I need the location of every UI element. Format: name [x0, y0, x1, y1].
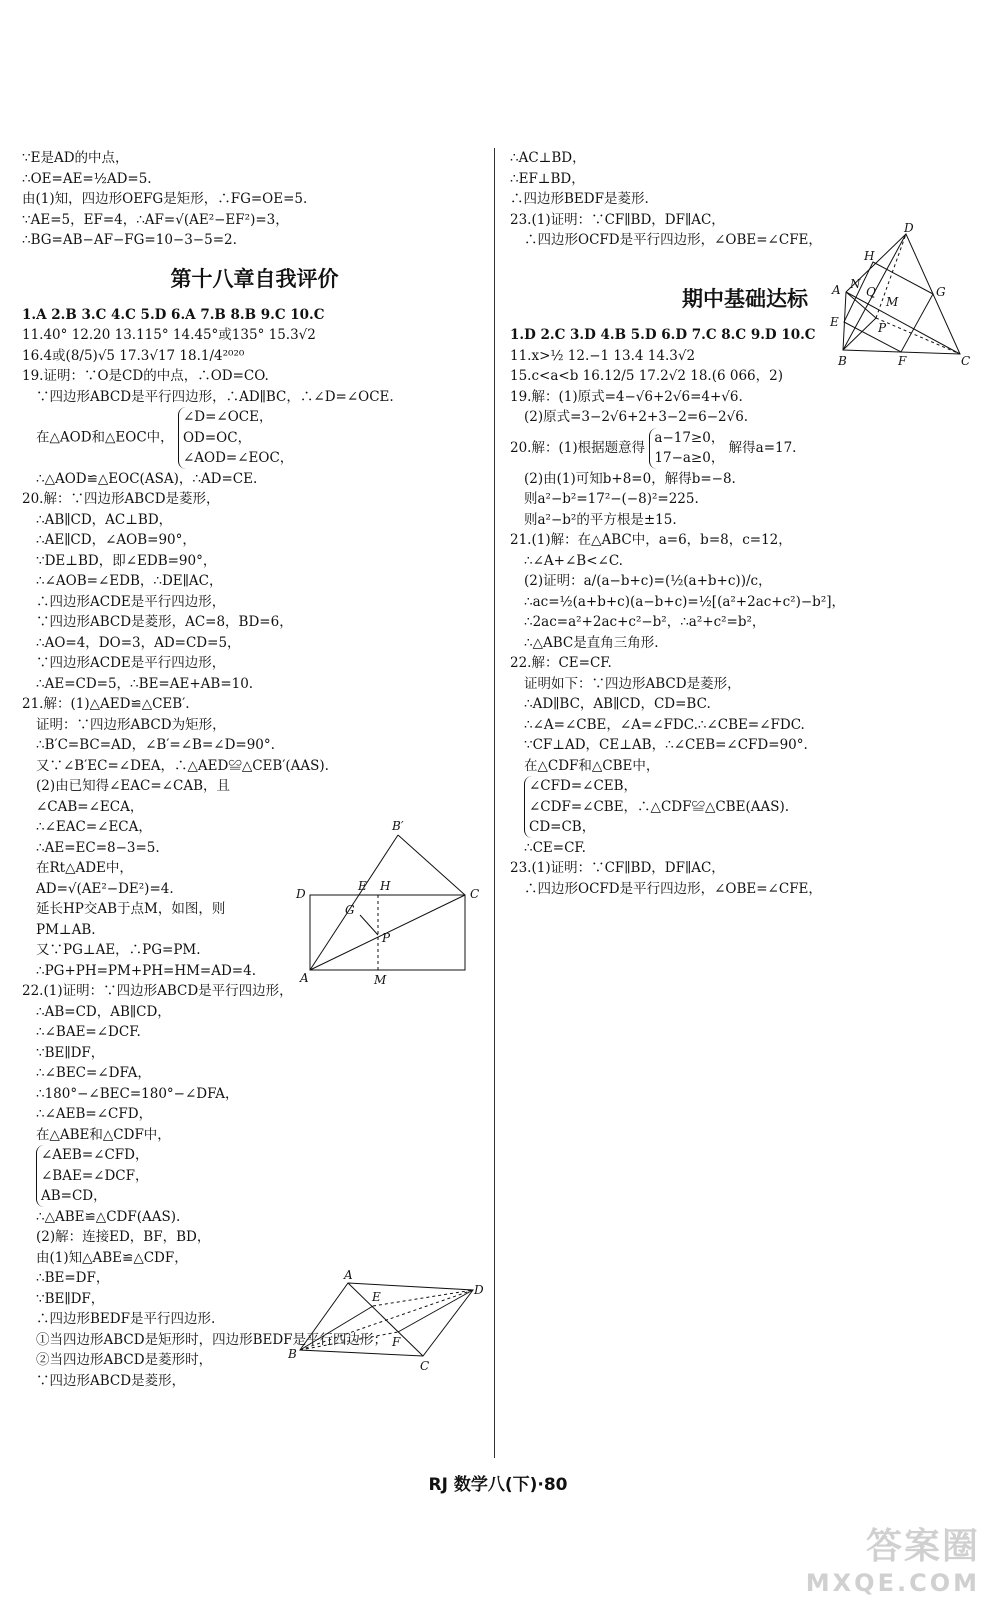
label: P: [878, 321, 887, 335]
line-pc: [876, 318, 960, 354]
answer-line: 1.D 2.C 3.D 4.B 5.D 6.D 7.C 8.C 9.D 10.C: [510, 327, 816, 343]
text-line: ∴AB=CD，AB∥CD，: [36, 1003, 171, 1020]
text-line: ∴四边形BEDF是平行四边形.: [36, 1311, 216, 1327]
text-line: ∴∠A=∠CBE，∠A=∠FDC.∴∠CBE=∠FDC.: [524, 716, 805, 733]
text-line: ∴ac=½(a+b+c)(a−b+c)=½[(a²+2ac+c²)−b²]，: [524, 593, 845, 610]
text-line: 在△AOD和△EOC中，: [36, 429, 174, 446]
label: C: [470, 887, 480, 901]
diagonal-ac: [348, 1283, 423, 1356]
text-line: ∴四边形OCFD是平行四边形，∠OBE=∠CFE，: [524, 232, 822, 248]
text-line: ∴AB∥CD，AC⊥BD，: [36, 511, 173, 528]
label: H: [864, 249, 875, 263]
text-line: ∵BE∥DF，: [36, 1044, 105, 1061]
text-line: ∴∠BAE=∠DCF.: [36, 1024, 141, 1040]
equation-system: [524, 776, 789, 838]
figure-q22: [288, 1268, 488, 1378]
text-line: ∴EF⊥BD，: [510, 170, 585, 187]
label: B: [838, 354, 847, 368]
text-line: 则a²−b²的平方根是±15.: [524, 511, 677, 528]
text-line: ∴△ABC是直角三角形.: [524, 634, 659, 651]
text-line: ∴AE∥CD，∠AOB=90°，: [36, 532, 196, 548]
label: F: [898, 354, 907, 368]
text-line: ∴BE=DF，: [36, 1270, 110, 1286]
text-line: 证明：∵四边形ABCD为矩形，: [36, 716, 226, 733]
answer-line: 16.4或(8/5)√5 17.3√17 18.1/4²⁰²⁰: [22, 347, 245, 364]
label: Q: [866, 285, 876, 299]
text-line: 则a²−b²=17²−(−8)²=225.: [524, 491, 699, 507]
text-line: ∴AD∥BC，AB∥CD，CD=BC.: [524, 696, 711, 712]
text-line: AD=√(AE²−DE²)=4.: [36, 880, 174, 897]
text-line: ∴∠EAC=∠ECA，: [36, 819, 152, 835]
text-line: 17−a≥0，: [654, 450, 725, 466]
text-line: PM⊥AB.: [36, 921, 96, 938]
label: D: [474, 1283, 484, 1297]
system-block: [510, 428, 980, 469]
text-line: 延长HP交AB于点M，如图，则: [36, 901, 226, 917]
text-line: 21.(1)解：在△ABC中，a=6，b=8，c=12，: [510, 532, 792, 548]
text-line: (2)由(1)可知b+8=0，解得b=−8.: [524, 470, 736, 487]
text-line: OD=OC，: [182, 429, 252, 446]
chapter-title: 第十八章自我评价: [170, 266, 339, 291]
equation-system: [649, 428, 724, 469]
watermark-line: 答案圈: [865, 1526, 980, 1567]
watermark: [806, 1518, 980, 1597]
text-line: ∴△AOD≌△EOC(ASA)，∴AD=CE.: [36, 470, 258, 487]
text-line: 23.(1)证明：∵CF∥BD，DF∥AC，: [510, 211, 725, 228]
text-line: 由(1)知△ABE≌△CDF，: [36, 1249, 188, 1266]
label: P: [382, 931, 391, 945]
label: C: [420, 1359, 430, 1373]
text-line: 22.(1)证明：∵四边形ABCD是平行四边形，: [22, 983, 293, 999]
answer-line: 11.x>½ 12.−1 13.4 14.3√2: [510, 347, 696, 364]
text-line: ∴AE=CD=5，∴BE=AE+AB=10.: [36, 675, 254, 692]
left-column: [22, 148, 487, 1391]
text-line: ∵AE=5，EF=4，∴AF=√(AE²−EF²)=3，: [22, 211, 289, 228]
label: G: [345, 903, 355, 917]
text-line: ∴AE=EC=8−3=5.: [36, 839, 160, 856]
label: D: [296, 887, 306, 901]
text-line: a−17≥0，: [654, 429, 725, 446]
label: B′: [392, 819, 404, 833]
text-line: (2)证明：a/(a−b+c)=(½(a+b+c))/c，: [524, 573, 772, 589]
text-line: ∴∠BEC=∠DFA，: [36, 1065, 151, 1081]
text-line: ∴PG+PH=PM+PH=HM=AD=4.: [36, 962, 256, 979]
text-line: ∠CFD=∠CEB，: [529, 778, 638, 794]
text-line: ∠AOD=∠EOC，: [182, 450, 294, 466]
text-line: ①当四边形ABCD是矩形时，四边形BEDF是平行四边形；: [36, 1331, 388, 1348]
watermark-line: MXQE.COM: [805, 1569, 980, 1597]
text-line: 19.证明：∵O是CD的中点，∴OD=CO.: [22, 368, 269, 384]
text-line: 在△ABE和△CDF中，: [36, 1126, 171, 1143]
system-block: [22, 407, 487, 469]
text-line: 21.解：(1)△AED≌△CEB′.: [22, 696, 190, 712]
text-line: (2)原式=3−2√6+2+3−2=6−2√6.: [524, 409, 749, 425]
text-line: ∴△ABE≌△CDF(AAS).: [36, 1208, 181, 1225]
answer-line: 11.40° 12.20 13.115° 14.45°或135° 15.3√2: [22, 327, 316, 343]
answer-line: 1.A 2.B 3.C 4.C 5.D 6.A 7.B 8.B 9.C 10.C: [22, 306, 325, 323]
text-line: ∴四边形BEDF是菱形.: [510, 191, 649, 207]
label: A: [344, 1268, 353, 1282]
text-line: 19.解：(1)原式=4−√6+2√6=4+√6.: [510, 388, 743, 405]
text-line: ∵CF⊥AD，CE⊥AB，∴∠CEB=∠CFD=90°.: [524, 737, 808, 753]
label: B: [288, 1347, 297, 1361]
label: E: [358, 879, 367, 893]
column-divider: [494, 148, 495, 1458]
label: A: [832, 283, 841, 297]
text-line: CD=CB，: [529, 819, 596, 835]
figure-q23: [828, 222, 978, 370]
text-line: ∴AO=4，DO=3，AD=CD=5，: [36, 634, 241, 651]
text-line: ∴OE=AE=½AD=5.: [22, 170, 152, 187]
answer-line: 15.c<a<b 16.12/5 17.2√2 18.(6 066，2): [510, 368, 783, 384]
label: N: [850, 277, 861, 291]
text-line: ∵四边形ABCD是平行四边形，∴AD∥BC，∴∠D=∠OCE.: [36, 388, 394, 405]
label: A: [300, 971, 309, 985]
figure-q21: [290, 800, 490, 990]
label: F: [392, 1335, 401, 1349]
text-line: 又∵PG⊥AE，∴PG=PM.: [36, 942, 201, 958]
system-block: [510, 776, 980, 838]
label: C: [961, 354, 971, 368]
text-line: ∴∠AEB=∠CFD，: [36, 1106, 153, 1122]
text-line: ∠CDF=∠CBE，∴△CDF≌△CBE(AAS).: [529, 798, 790, 815]
text-line: 在Rt△ADE中，: [36, 860, 133, 876]
page-footer: RJ 数学八(下)·80: [428, 1475, 568, 1495]
text-line: 20.解：(1)根据题意得: [510, 439, 646, 456]
label: H: [380, 879, 391, 893]
text-line: ∵DE⊥BD，即∠EDB=90°，: [36, 552, 217, 569]
equation-system: [36, 1145, 148, 1207]
line-df: [398, 1290, 473, 1332]
text-line: ∵四边形ABCD是菱形，AC=8，BD=6，: [36, 614, 293, 630]
line-b-prime-c: [398, 835, 465, 895]
label: M: [374, 973, 387, 987]
text-line: 23.(1)证明：∵CF∥BD，DF∥AC，: [510, 860, 725, 876]
system-block: [22, 1145, 487, 1207]
text-line: 20.解：∵四边形ABCD是菱形，: [22, 491, 220, 507]
text-line: 解得a=17.: [728, 439, 797, 456]
text-line: ∴∠A+∠B<∠C.: [524, 552, 623, 569]
text-line: ∴∠AOB=∠EDB，∴DE∥AC，: [36, 573, 223, 589]
text-line: 由(1)知，四边形OEFG是矩形，∴FG=OE=5.: [22, 191, 308, 207]
label: D: [904, 222, 914, 235]
line-bd: [300, 1290, 473, 1350]
text-line: ∴BG=AB−AF−FG=10−3−5=2.: [22, 232, 237, 248]
text-line: 证明如下：∵四边形ABCD是菱形，: [524, 675, 741, 692]
text-line: ∵BE∥DF，: [36, 1290, 105, 1307]
text-line: ∴B′C=BC=AD，∠B′=∠B=∠D=90°.: [36, 737, 275, 753]
text-line: ∠BAE=∠DCF，: [41, 1167, 149, 1184]
text-line: ∵E是AD的中点，: [22, 150, 129, 166]
text-line: ∴2ac=a²+2ac+c²−b²，∴a²+c²=b²，: [524, 614, 766, 630]
label: G: [936, 285, 946, 299]
equation-system: [178, 407, 293, 469]
text-line: 在△CDF和△CBE中，: [524, 757, 660, 774]
line-pg: [360, 915, 378, 935]
text-line: 22.解：CE=CF.: [510, 655, 612, 671]
text-line: ∴CE=CF.: [524, 839, 586, 856]
text-line: AB=CD，: [41, 1188, 107, 1204]
text-line: 又∵∠B′EC=∠DEA，∴△AED≌△CEB′(AAS).: [36, 757, 329, 774]
text-line: (2)解：连接ED，BF，BD，: [36, 1229, 211, 1245]
text-line: ∴AC⊥BD，: [510, 150, 586, 166]
line-bp: [843, 318, 876, 350]
text-line: ∴四边形ACDE是平行四边形，: [36, 593, 226, 610]
line-ac: [846, 292, 960, 354]
label: E: [372, 1290, 381, 1304]
text-line: ∴四边形OCFD是平行四边形，∠OBE=∠CFE，: [524, 880, 822, 897]
text-line: ∠CAB=∠ECA，: [36, 798, 144, 815]
label: M: [886, 295, 899, 309]
midterm-title: 期中基础达标: [682, 287, 808, 311]
text-line: ∵四边形ACDE是平行四边形，: [36, 655, 226, 671]
label: E: [830, 315, 839, 329]
text-line: (2)由已知得∠EAC=∠CAB，且: [36, 778, 230, 794]
text-line: ∠D=∠OCE，: [182, 409, 273, 425]
text-line: ∴180°−∠BEC=180°−∠DFA，: [36, 1085, 239, 1102]
text-line: ∵四边形ABCD是菱形，: [36, 1372, 186, 1389]
text-line: ②当四边形ABCD是菱形时，: [36, 1352, 213, 1368]
text-line: ∠AEB=∠CFD，: [41, 1147, 149, 1163]
